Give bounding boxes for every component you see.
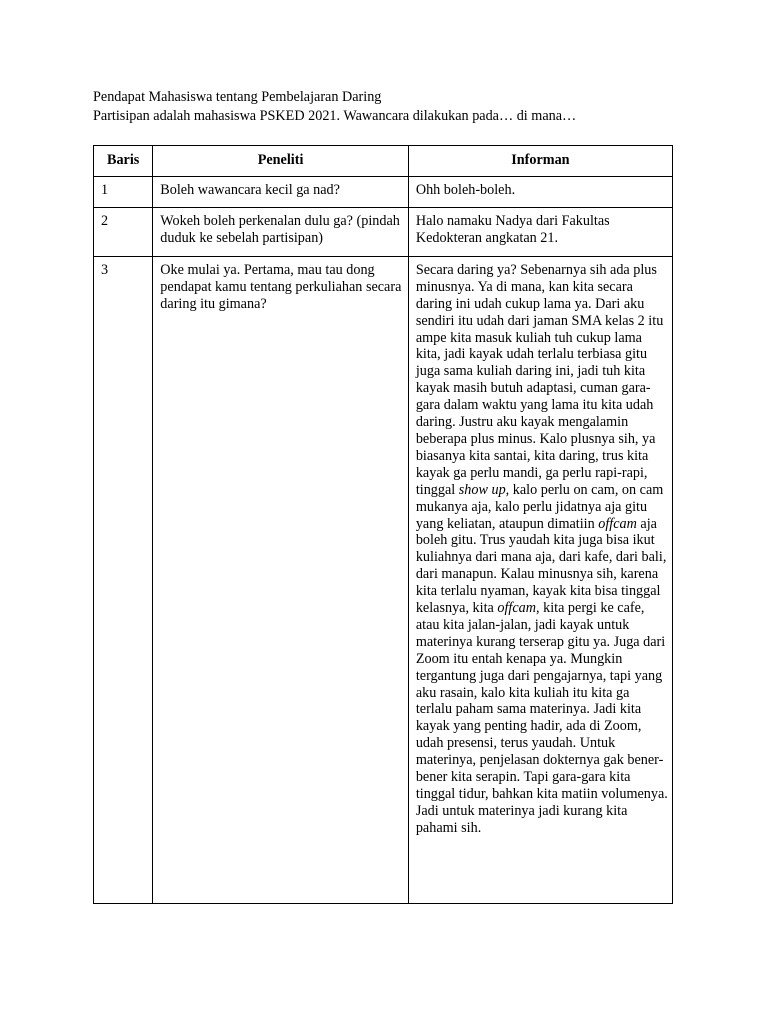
informan-cell [408,256,672,903]
text-segment: Halo namaku Nadya dari Fakultas Kedokteran angkatan 21. [415,212,610,246]
table-row [94,207,673,256]
row-number: 3 [94,256,153,903]
header-peneliti: Peneliti [153,146,409,177]
transcript-table [93,145,673,904]
peneliti-cell: Oke mulai ya. Pertama, mau tau dong pendapat kamu tentang perkuliahan secara daring itu gimana? [153,256,409,903]
text-segment: aja boleh gitu. Trus yaudah kita juga bisa ikut kuliahnya dari mana aja, dari kafe, dari bali, dari manapun. Kalau minusnya sih, karena kita terlalu nyaman, kayak kita bisa tinggal kelasnya, kita [415,515,667,617]
peneliti-cell: Wokeh boleh perkenalan dulu ga? (pindah duduk ke sebelah partisipan) [153,207,409,256]
header-baris: Baris [94,146,153,177]
document-heading [93,88,576,125]
text-segment: Ohh boleh-boleh. [415,181,516,198]
peneliti-cell: Boleh wawancara kecil ga nad? [153,176,409,207]
table-row [94,256,673,903]
informan-cell [408,207,672,256]
document-subtitle: Partisipan adalah mahasiswa PSKED 2021. Wawancara dilakukan pada… di mana… [93,107,577,124]
text-segment: kalo perlu on cam, on cam mukanya aja, kalo perlu jidatnya aja gitu yang keliatan, ataupun dimatiin [415,481,664,532]
table-header-row [94,146,673,177]
informan-cell [408,176,672,207]
text-segment: , kita pergi ke cafe, atau kita jalan-jalan, jadi kayak untuk materinya kurang terserap gitu ya. Juga dari Zoom itu entah kenapa ya. Mungkin tergantung juga dari pengajarnya, tapi yang aku rasain, kalo kita kuliah itu kita ga terlalu paham sama materinya. Jadi kita kayak yang penting hadir, ada di Zoom, udah presensi, terus yaudah. Untuk materinya, penjelasan dokternya gak bener-bener kita serapin. Tapi gara-gara kita tinggal tidur, bahkan kita matiin volumenya. Jadi untuk materinya jadi kurang kita pahami sih. [415,600,668,836]
row-number: 2 [94,207,153,256]
header-informan: Informan [408,146,672,177]
italic-text-segment: show up, [458,481,510,498]
document-title: Pendapat Mahasiswa tentang Pembelajaran Daring [93,89,382,105]
italic-text-segment: offcam [598,515,637,532]
table-row [94,176,673,207]
italic-text-segment: offcam [497,600,537,617]
row-number: 1 [94,176,153,207]
text-segment: Secara daring ya? Sebenarnya sih ada plus minusnya. Ya di mana, kan kita secara daring ini udah cukup lama ya. Dari aku sendiri itu udah dari jaman SMA kelas 2 itu ampe kita masuk kuliah tuh cukup lama kita, jadi kayak udah terlalu terbiasa gitu juga sama kuliah daring ini, jadi tuh kita kayak masih butuh adaptasi, cuman gara-gara dalam waktu yang lama itu kita udah daring. Justru aku kayak mengalamin beberapa plus minus. Kalo plusnya sih, ya biasanya kita santai, kita daring, trus kita kayak ga perlu mandi, ga perlu rapi-rapi, tinggal [415,261,664,498]
